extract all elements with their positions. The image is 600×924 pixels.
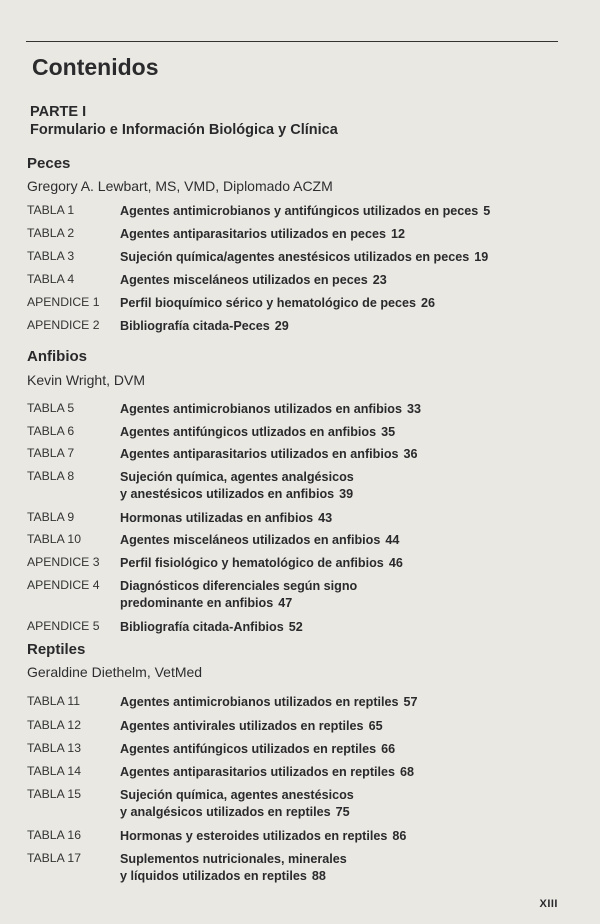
entry-label: TABLA 16	[27, 828, 81, 842]
entry-title	[120, 619, 556, 636]
entry-title-line: Agentes misceláneos utilizados en peces	[120, 273, 368, 287]
entry-page-number: 43	[318, 511, 333, 525]
entry-page-number: 65	[368, 719, 383, 733]
entry-label: APENDICE 1	[27, 295, 100, 309]
entry-page-number: 57	[403, 695, 418, 709]
entry-title-line: Agentes antimicrobianos y antifúngicos utilizados en peces	[120, 204, 479, 218]
entry-label: TABLA 2	[27, 226, 75, 240]
entry-label: TABLA 15	[27, 787, 81, 801]
entry-label: TABLA 14	[27, 764, 81, 778]
section-title: Peces	[27, 155, 71, 172]
page-title: Contenidos	[32, 54, 159, 80]
entry-title-line: Diagnósticos diferenciales según signo	[120, 579, 358, 593]
entry-label: APENDICE 2	[27, 318, 100, 332]
entry-title-line: Agentes antifúngicos utlizados en anfibios	[120, 425, 377, 439]
entry-title	[120, 318, 556, 335]
entry-page-number: 88	[311, 869, 326, 883]
entry-page-number: 47	[278, 596, 293, 610]
entry-title	[120, 401, 556, 418]
entry-title-line: Sujeción química, agentes anestésicos	[120, 788, 354, 802]
entry-label: TABLA 6	[27, 424, 75, 438]
entry-title	[120, 532, 556, 549]
entry-title-line: Agentes antiparasitarios utilizados en reptiles	[120, 765, 396, 779]
entry-title-line: Bibliografía citada-Peces	[120, 319, 270, 333]
entry-title	[120, 226, 556, 243]
section-title: Reptiles	[27, 641, 86, 658]
entry-page-number: 52	[288, 620, 303, 634]
entry-label: APENDICE 3	[27, 555, 100, 569]
entry-page-number: 66	[381, 742, 396, 756]
entry-label: TABLA 3	[27, 249, 75, 263]
entry-title-line: Perfil fisiológico y hematológico de anfibios	[120, 556, 384, 570]
entry-page-number: 44	[385, 533, 400, 547]
entry-title	[120, 741, 556, 758]
entry-page-number: 19	[474, 250, 489, 264]
entry-title	[120, 424, 556, 441]
entry-title-line: Sujeción química/agentes anestésicos utilizados en peces	[120, 250, 470, 264]
entry-page-number: 29	[274, 319, 289, 333]
entry-label: TABLA 7	[27, 446, 75, 460]
entry-page-number: 23	[372, 273, 387, 287]
entry-title-line: Sujeción química, agentes analgésicos	[120, 470, 354, 484]
entry-title	[120, 272, 556, 289]
entry-title	[120, 718, 556, 735]
entry-title-line: y anestésicos utilizados en anfibios	[120, 487, 335, 501]
entry-page-number: 36	[403, 447, 418, 461]
entry-title	[120, 249, 556, 266]
entry-label: TABLA 4	[27, 272, 75, 286]
entry-title	[120, 555, 556, 572]
entry-title-line: predominante en anfibios	[120, 596, 274, 610]
entry-label: TABLA 1	[27, 203, 75, 217]
entry-title	[120, 694, 556, 711]
entry-title	[120, 203, 556, 220]
section-author: Geraldine Diethelm, VetMed	[27, 664, 203, 680]
entry-title-line: Agentes antimicrobianos utilizados en reptiles	[120, 695, 399, 709]
entry-label: TABLA 10	[27, 532, 81, 546]
entry-title-line: Agentes misceláneos utilizados en anfibios	[120, 533, 381, 547]
entry-title	[120, 828, 556, 845]
entry-page-number: 12	[390, 227, 405, 241]
page-number: XIII	[539, 898, 558, 910]
top-rule	[26, 41, 558, 42]
entry-title	[120, 295, 556, 312]
entry-title	[120, 446, 556, 463]
section-title: Anfibios	[27, 348, 87, 365]
entry-label: APENDICE 5	[27, 619, 100, 633]
entry-title	[120, 851, 556, 885]
entry-title-line: y analgésicos utilizados en reptiles	[120, 805, 331, 819]
part-label: PARTE I	[30, 104, 87, 120]
entry-page-number: 46	[388, 556, 403, 570]
entry-title-line: Agentes antiparasitarios utilizados en anfibios	[120, 447, 399, 461]
entry-page-number: 39	[339, 487, 354, 501]
entry-title-line: Hormonas y esteroides utilizados en reptiles	[120, 829, 388, 843]
entry-page-number: 68	[400, 765, 415, 779]
entry-title-line: Hormonas utilizadas en anfibios	[120, 511, 314, 525]
entry-title	[120, 787, 556, 821]
entry-label: APENDICE 4	[27, 578, 100, 592]
entry-label: TABLA 8	[27, 469, 75, 483]
entry-title-line: Bibliografía citada-Anfibios	[120, 620, 284, 634]
entry-label: TABLA 13	[27, 741, 81, 755]
entry-title	[120, 510, 556, 527]
entry-label: TABLA 11	[27, 694, 81, 708]
entry-title-line: y líquidos utilizados en reptiles	[120, 869, 307, 883]
entry-title-line: Perfil bioquímico sérico y hematológico de peces	[120, 296, 417, 310]
entry-label: TABLA 17	[27, 851, 81, 865]
entry-title	[120, 469, 556, 503]
entry-label: TABLA 12	[27, 718, 81, 732]
entry-page-number: 75	[335, 805, 350, 819]
entry-title-line: Agentes antifúngicos utilizados en reptiles	[120, 742, 377, 756]
entry-title-line: Suplementos nutricionales, minerales	[120, 852, 347, 866]
entry-page-number: 33	[407, 402, 422, 416]
entry-page-number: 86	[392, 829, 407, 843]
entry-title-line: Agentes antimicrobianos utilizados en anfibios	[120, 402, 403, 416]
entry-title	[120, 764, 556, 781]
entry-page-number: 26	[421, 296, 436, 310]
entry-label: TABLA 9	[27, 510, 75, 524]
entry-title-line: Agentes antiparasitarios utilizados en peces	[120, 227, 386, 241]
entry-page-number: 5	[483, 204, 491, 218]
entry-page-number: 35	[381, 425, 396, 439]
entry-title	[120, 578, 556, 612]
section-author: Gregory A. Lewbart, MS, VMD, Diplomado ACZM	[27, 178, 333, 194]
section-author: Kevin Wright, DVM	[27, 372, 145, 388]
entry-title-line: Agentes antivirales utilizados en reptiles	[120, 719, 364, 733]
entry-label: TABLA 5	[27, 401, 75, 415]
part-subtitle: Formulario e Información Biológica y Clínica	[30, 122, 338, 138]
